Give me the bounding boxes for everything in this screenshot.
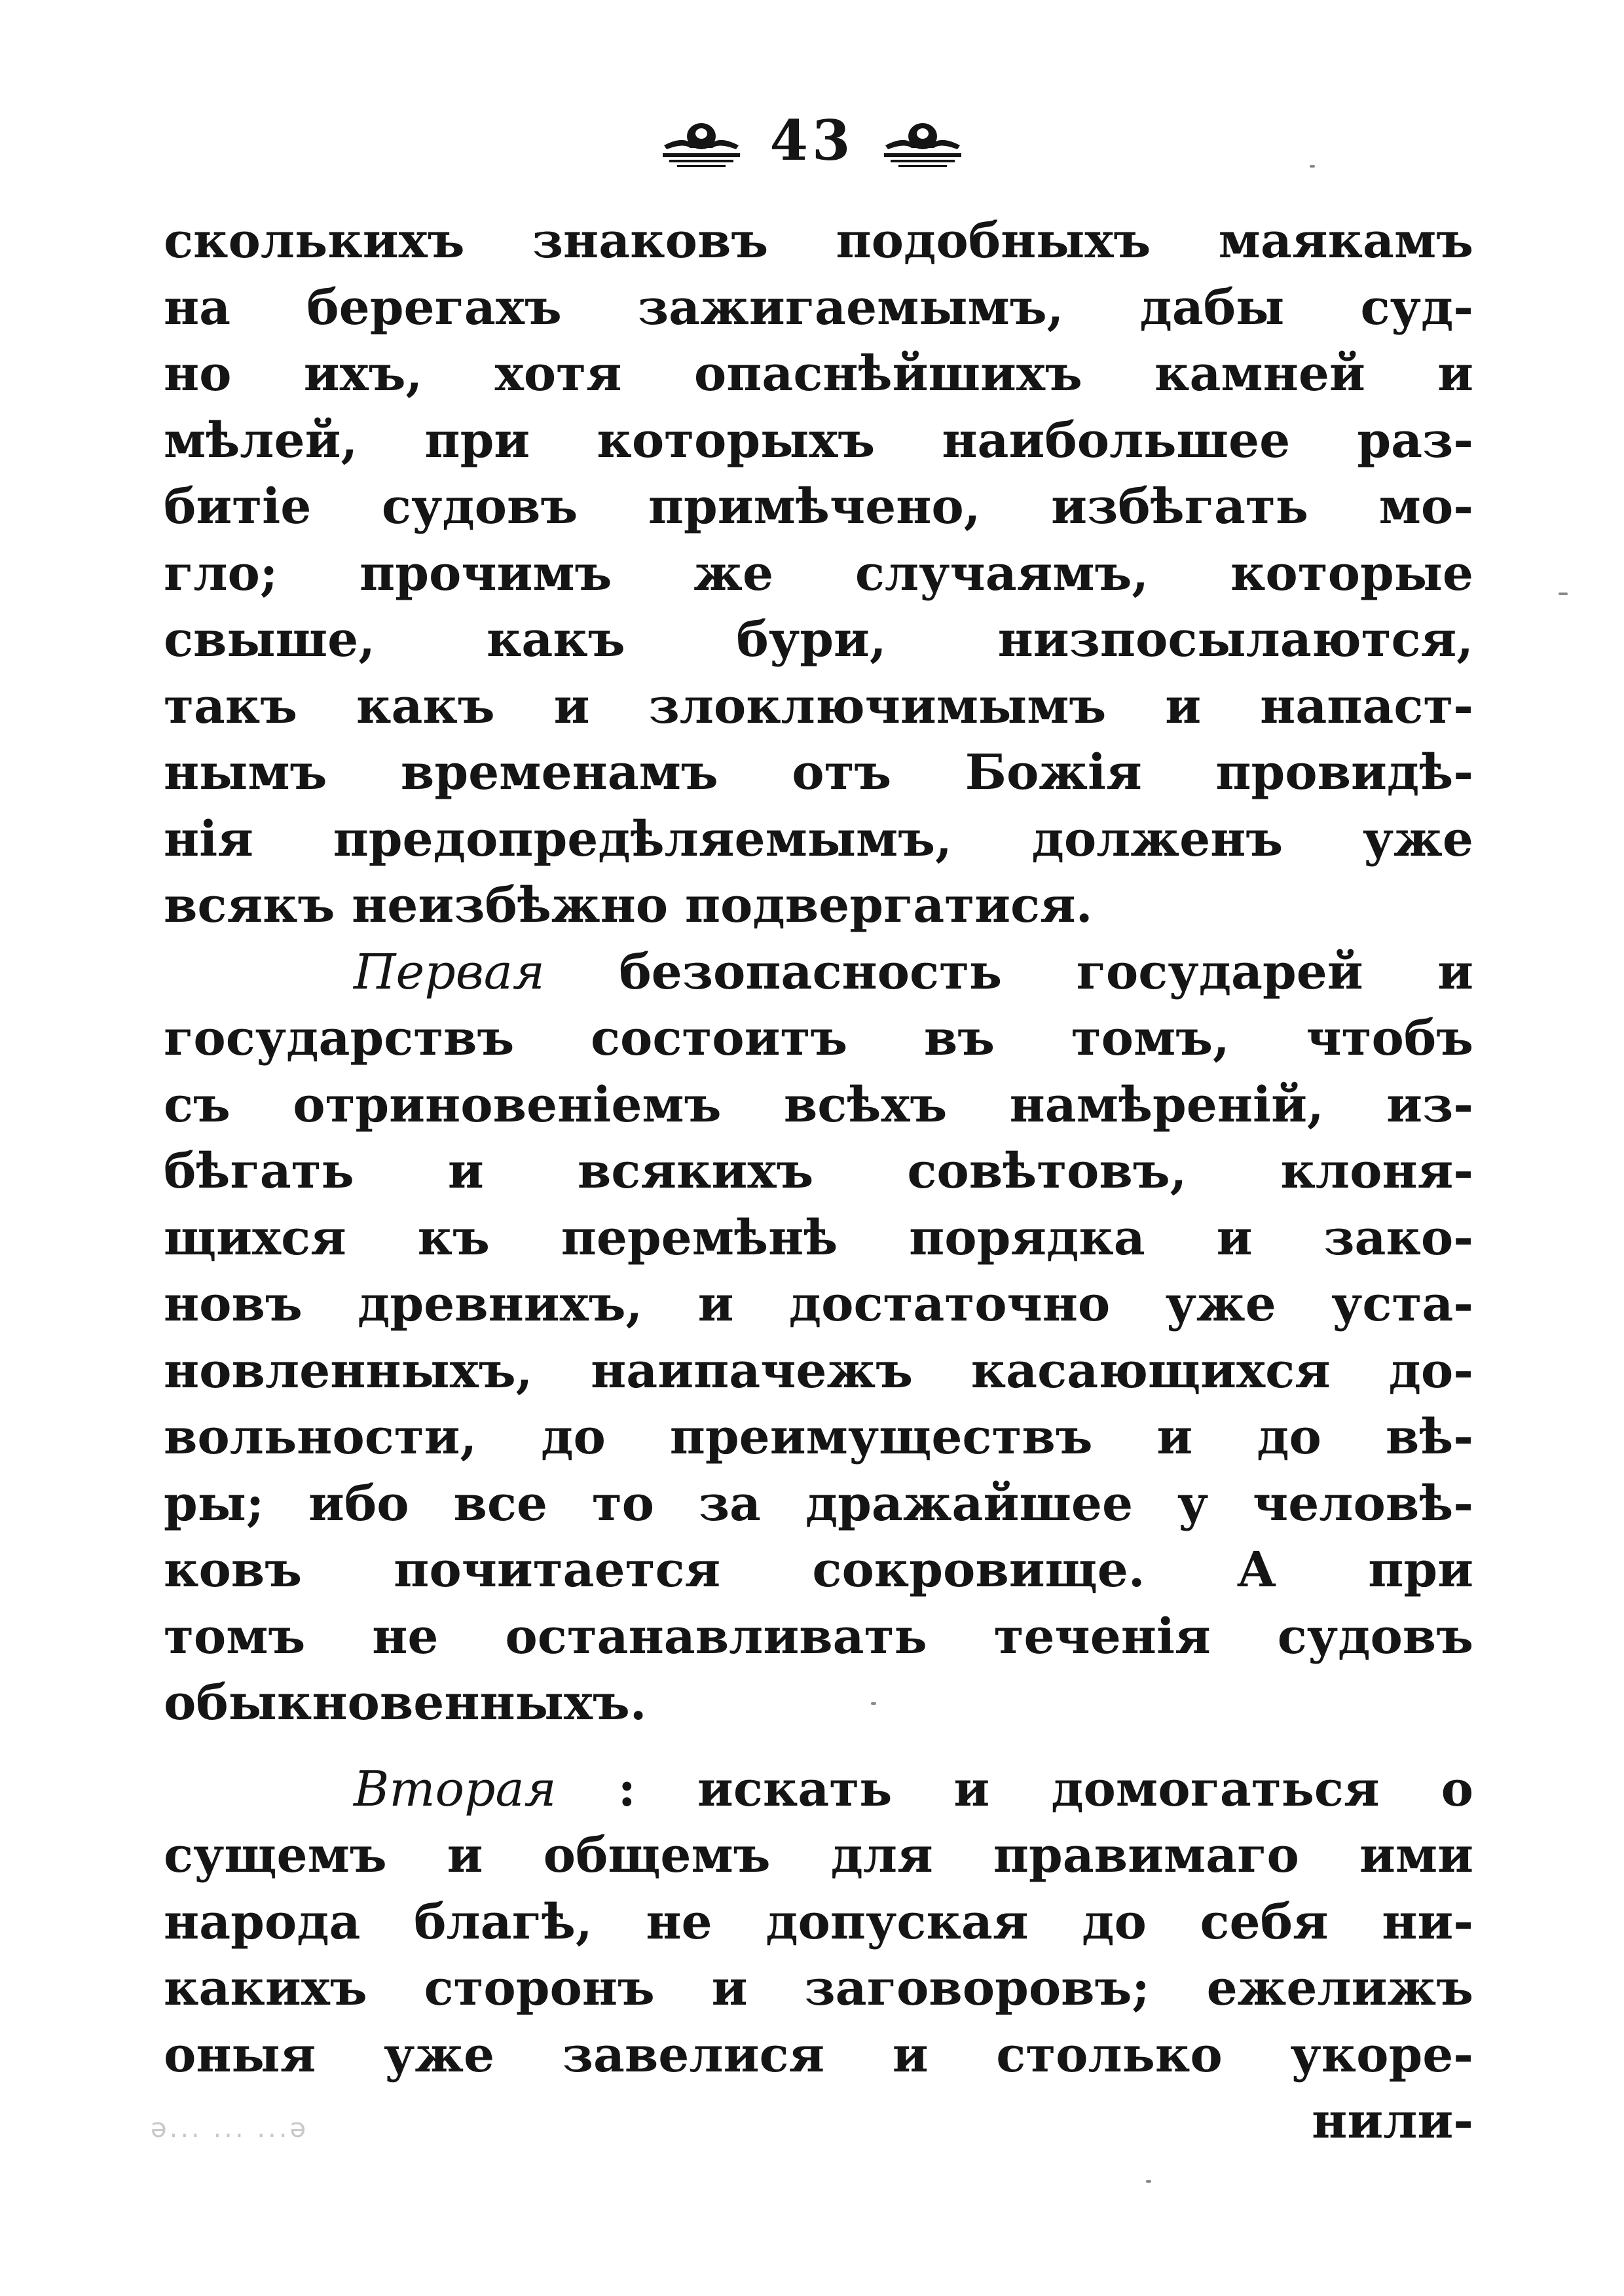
catchword: нили- (1312, 2093, 1473, 2149)
text-line: государствъ состоитъ въ томъ, чтобъ (164, 1010, 1473, 1066)
text-line: обыкновенныхъ. (164, 1675, 647, 1731)
text-line: гло; прочимъ же случаямъ, которые (164, 545, 1473, 602)
paper-speck (1559, 592, 1568, 595)
faint-print-mark: ǝ... ... ...ǝ (151, 2113, 309, 2143)
text-line: нiя предопредѣляемымъ, долженъ уже (164, 811, 1473, 867)
crown-ornament-icon (880, 117, 965, 169)
text-line: сколькихъ знаковъ подобныхъ маякамъ (164, 213, 1473, 269)
text-line: всякъ неизбѣжно подвергатися. (164, 877, 1093, 934)
text-line: бѣгать и всякихъ совѣтовъ, клоня- (164, 1143, 1473, 1199)
text-line: щихся къ перемѣнѣ порядка и зако- (164, 1209, 1473, 1266)
text-line: оныя уже завелися и столько укоре- (164, 2026, 1473, 2083)
text-line: битiе судовъ примѣчено, избѣгать мо- (164, 479, 1473, 535)
lead-line-rest: : искать и домогаться о (618, 1760, 1473, 1817)
text-line: новленныхъ, наипачежъ касающихся до- (164, 1342, 1473, 1399)
text-line: вольности, до преимуществъ и до вѣ- (164, 1409, 1473, 1465)
lead-line-rest: безопасность государей и (619, 943, 1473, 1000)
text-line: нымъ временамъ отъ Божiя провидѣ- (164, 744, 1473, 801)
paragraph-first (164, 939, 1473, 1737)
text-line: съ отриновенiемъ всѣхъ намѣренiй, из- (164, 1076, 1473, 1133)
lead-word: Вторая (354, 1760, 557, 1817)
text-line: какихъ сторонъ и заговоровъ; ежелижъ (164, 1960, 1473, 2016)
paragraph-second (164, 1757, 1473, 2155)
text-line: ры; ибо все то за дражайшее у человѣ- (164, 1475, 1473, 1532)
text-line: народа благѣ, не допуская до себя ни- (164, 1893, 1473, 1950)
text-line-lead (164, 1757, 1473, 1823)
text-line: такъ какъ и злоключимымъ и напаст- (164, 678, 1473, 735)
paper-speck (1146, 2180, 1151, 2183)
crown-ornament-icon (659, 117, 744, 169)
page-number: 43 (769, 108, 855, 173)
text-line: новъ древнихъ, и достаточно уже уста- (164, 1276, 1473, 1332)
text-line: томъ не останавливать теченiя судовъ (164, 1608, 1473, 1665)
text-line: на берегахъ зажигаемымъ, дабы суд- (164, 279, 1473, 336)
lead-word: Первая (354, 943, 545, 1000)
text-line: но ихъ, хотя опаснѣйшихъ камней и (164, 346, 1473, 402)
text-line: ковъ почитается сокровище. А при (164, 1542, 1473, 1598)
text-line-lead (164, 939, 1473, 1006)
page-header (0, 97, 1624, 189)
text-line: свыше, какъ бури, низпосылаются, (164, 611, 1473, 668)
text-line: мѣлей, при которыхъ наибольшее раз- (164, 412, 1473, 469)
paper-speck (1310, 165, 1315, 168)
body-text (164, 208, 1473, 2155)
paragraph-gap (164, 1737, 1473, 1757)
text-line: сущемъ и общемъ для правимаго ими (164, 1827, 1473, 1884)
paper-speck (871, 1702, 876, 1705)
paragraph-continuation (164, 208, 1473, 939)
